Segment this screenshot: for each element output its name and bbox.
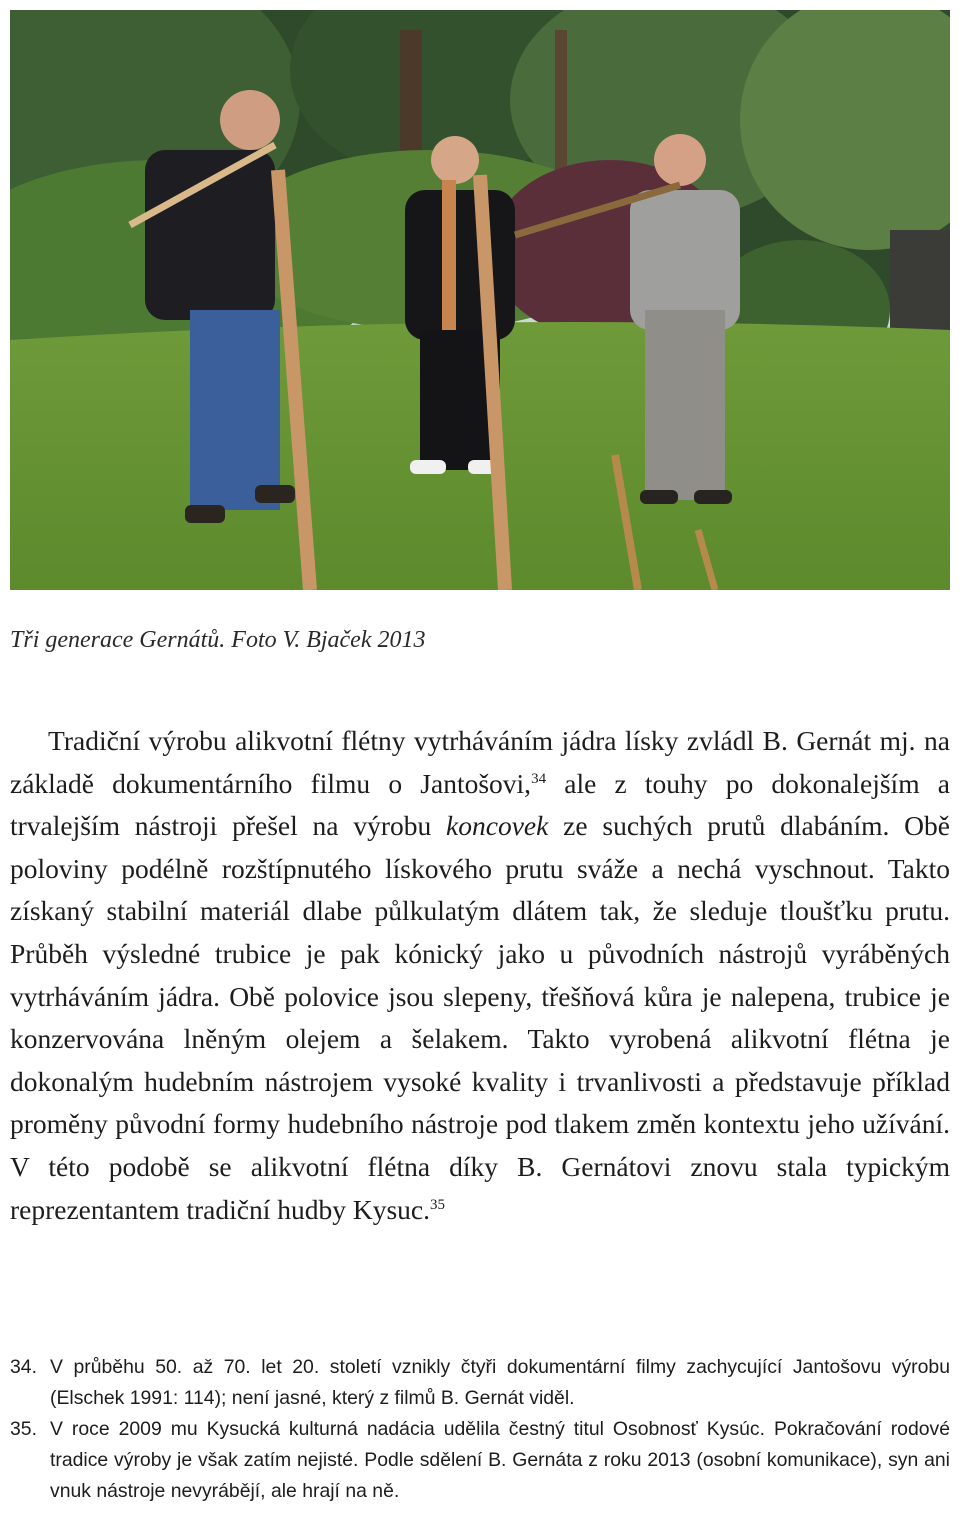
photo-illustration (10, 10, 950, 590)
text-segment: Tradiční výrobu alikvotní flétny vytrháváním jádra lísky zvládl B. Gernát mj. na základě dokumentárního filmu o Jantošovi, (10, 725, 950, 799)
footnote-number: 34. (10, 1356, 37, 1378)
term-koncovek: koncovek (446, 810, 549, 842)
photo-three-generations (10, 10, 950, 590)
figure-caption: Tři generace Gernátů. Foto V. Bjaček 2013 (10, 627, 426, 653)
footnote-text: V průběhu 50. až 70. let 20. století vznikly čtyři dokumentární filmy zachycující Jantošovu výrobu (Elschek 1991: 114); není jasné, který z filmů B. Gernát viděl. (50, 1356, 950, 1409)
footnotes (10, 1352, 950, 1507)
footnote-ref-34[interactable]: 34 (531, 770, 547, 787)
article-paragraph (10, 720, 950, 1231)
footnote-number: 35. (10, 1418, 37, 1440)
footnote-ref-35[interactable]: 35 (429, 1196, 445, 1213)
text-segment: ze suchých prutů dlabáním. Obě poloviny podélně rozštípnutého lískového prutu sváže a nechá vyschnout. Takto získaný stabilní materiál dlabe půlkulatým dlátem tak, že sleduje tloušťku prutu. Průběh výsledné trubice je pak kónický jako u původních nástrojů vyráběných vytrháváním jádra. Obě polovice jsou slepeny, třešňová kůra je nalepena, trubice je konzervována lněným olejem a šelakem. Takto vyrobená alikvotní flétna je dokonalým hudebním nástrojem vysoké kvality i trvanlivosti a představuje příklad proměny původní formy hudebního nástroje pod tlakem změn kontextu jeho užívání. V této podobě se alikvotní flétna díky B. Gernátovi znovu stala typickým reprezentantem tradiční hudby Kysuc. (10, 810, 950, 1225)
footnote-35 (10, 1414, 950, 1507)
footnote-34 (10, 1352, 950, 1414)
footnote-text: V roce 2009 mu Kysucká kulturná nadácia udělila čestný titul Osobnosť Kysúc. Pokračování rodové tradice výroby je však zatím nejisté. Podle sdělení B. Gernáta z roku 2013 (osobní komunikace), syn ani vnuk nástroje nevyrábějí, ale hrají na ně. (50, 1418, 950, 1502)
paragraph-body (10, 720, 950, 1231)
text-segment: ale z touhy po dokonalejším a trvalejším nástroji přešel na výrobu (10, 767, 950, 842)
